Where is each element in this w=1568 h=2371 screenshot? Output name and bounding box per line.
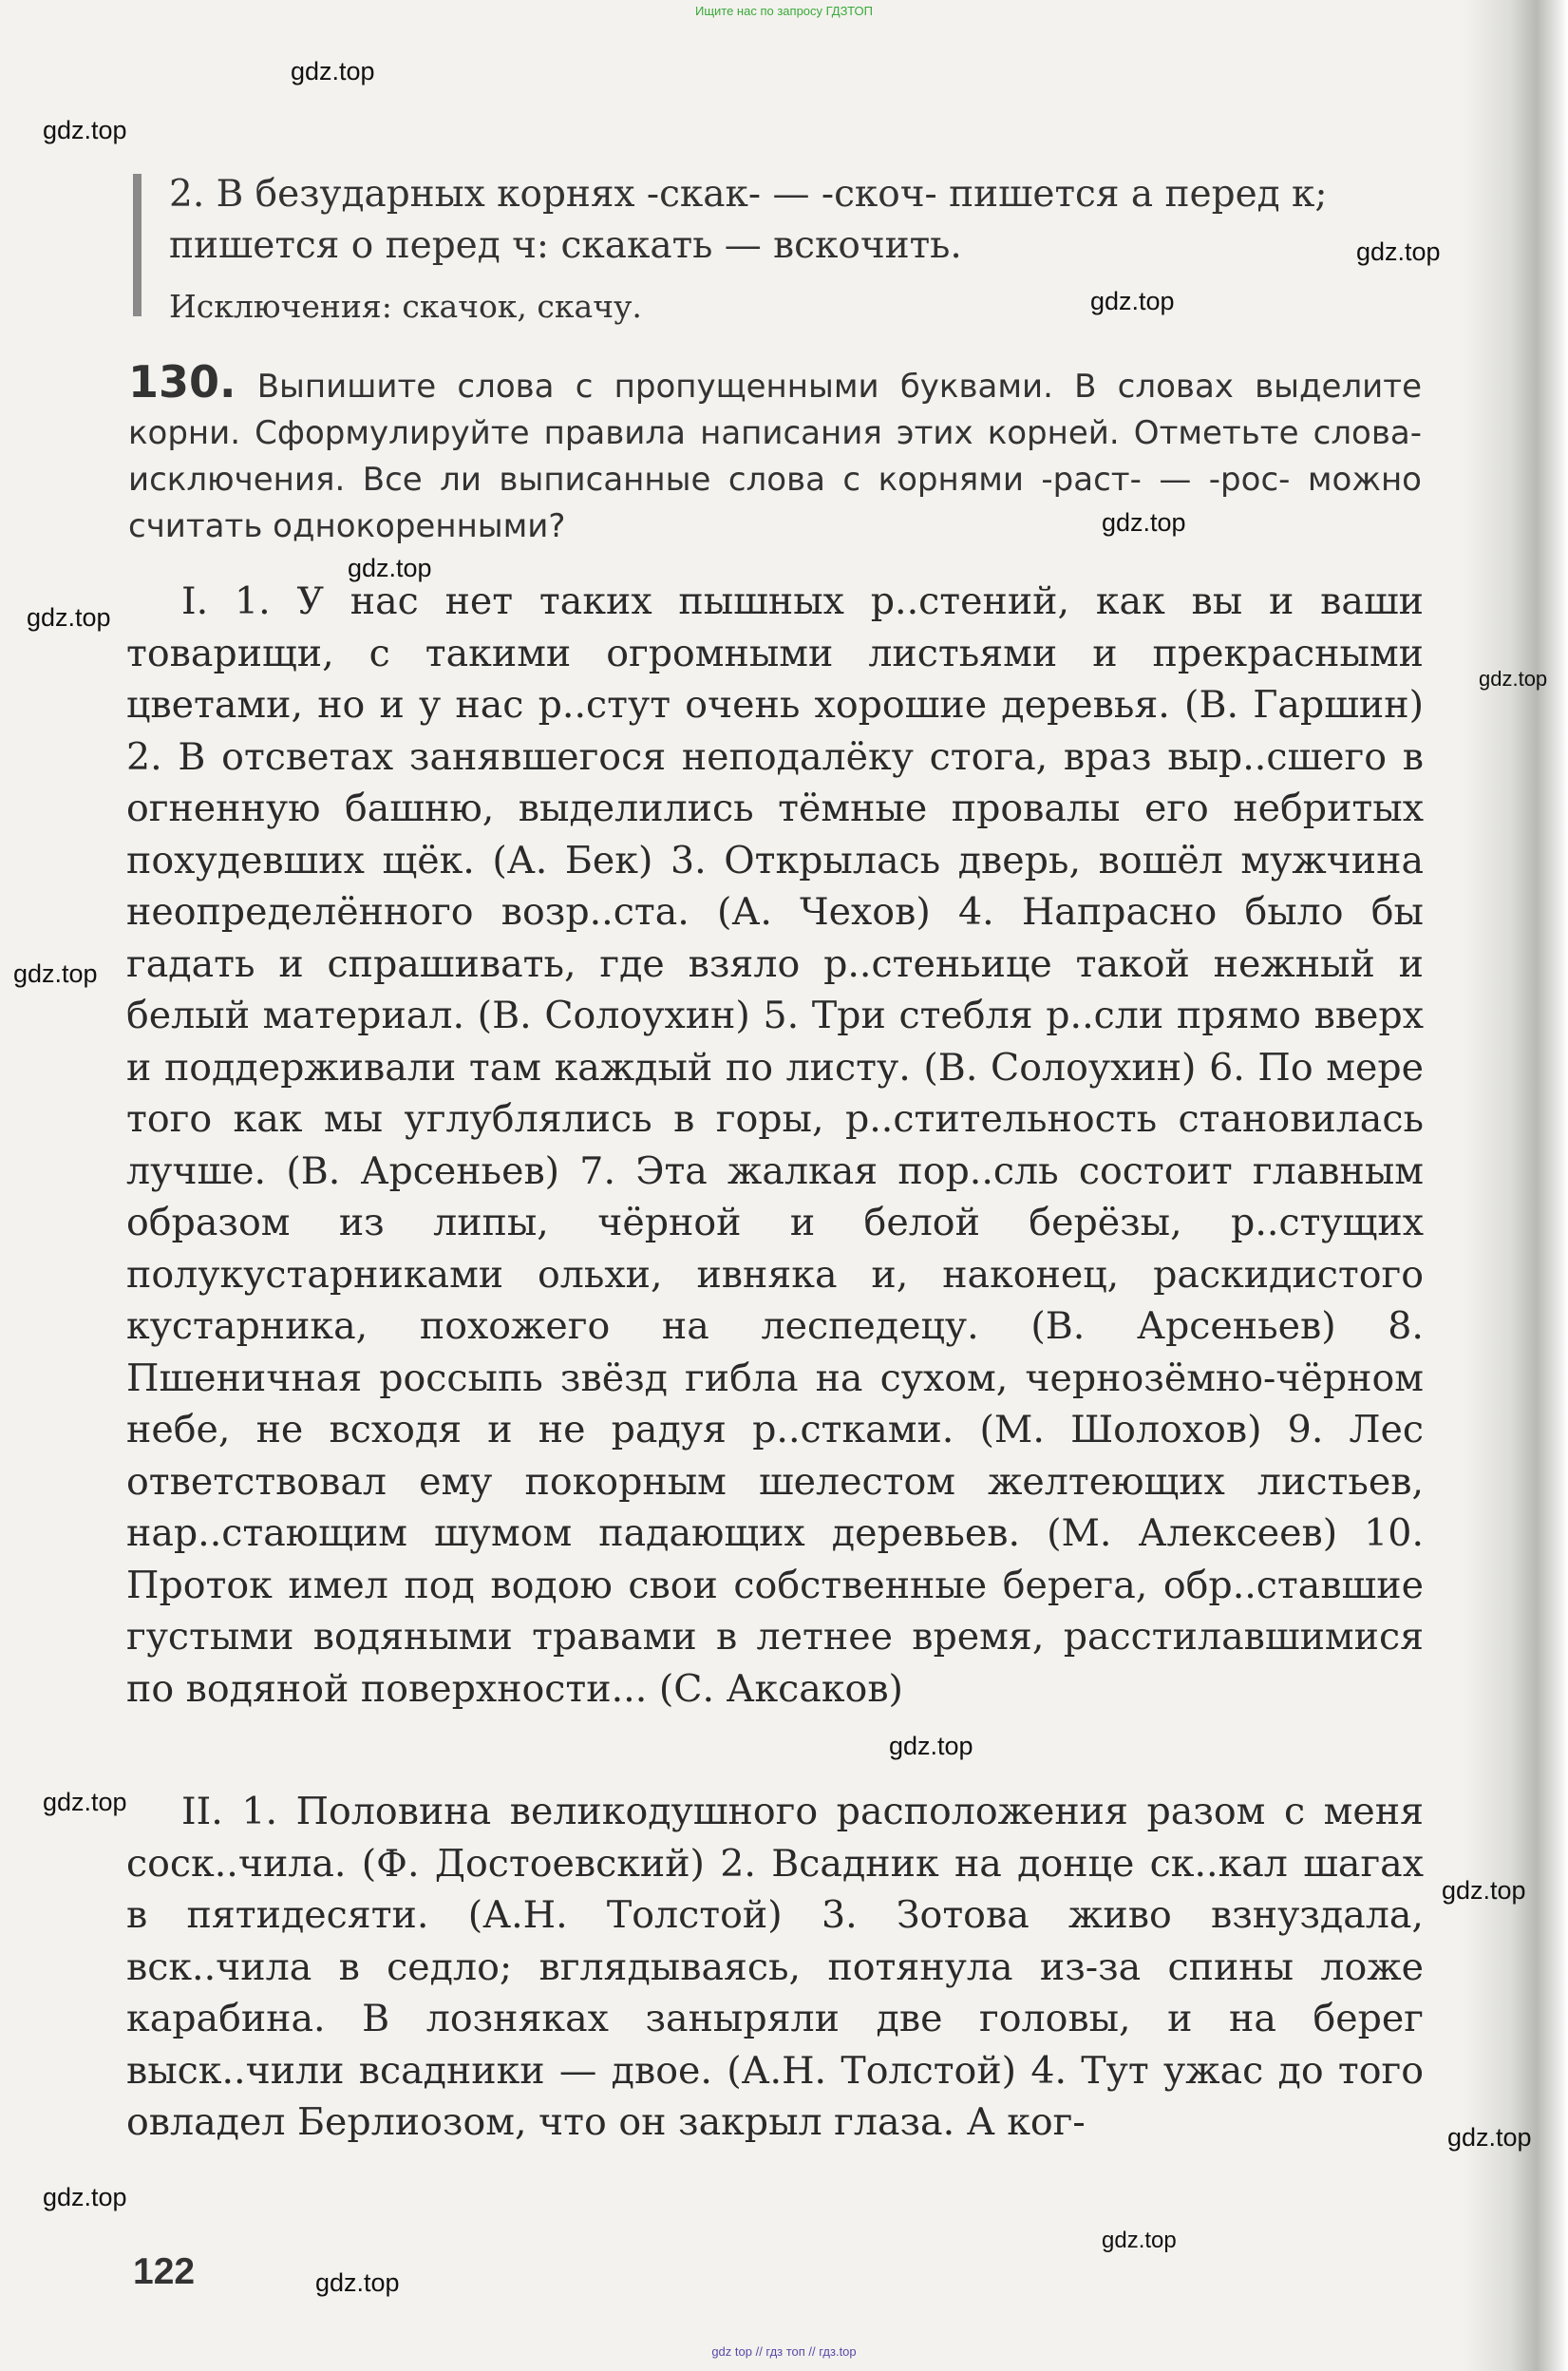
watermark: gdz.top xyxy=(315,2268,400,2297)
page-number: 122 xyxy=(133,2251,196,2292)
watermark: gdz.top xyxy=(1447,2123,1532,2152)
watermark: gdz.top xyxy=(1102,2228,1177,2253)
watermark: gdz.top xyxy=(1356,237,1441,266)
rule-marker-bar xyxy=(133,174,142,316)
spelling-rule xyxy=(169,169,1423,332)
rule-text: 2. В безударных корнях -скак- — -скоч- пишется а перед к; пишется о перед ч: скакать — вскочить. xyxy=(169,173,1328,267)
exercise-section-2 xyxy=(126,1786,1424,2149)
watermark: gdz.top xyxy=(43,2183,127,2211)
watermark: gdz.top xyxy=(348,554,432,582)
watermark: gdz.top xyxy=(291,57,375,85)
rule-exceptions: Исключения: скачок, скачу. xyxy=(169,288,642,325)
watermark: gdz.top xyxy=(1090,287,1175,315)
section-2-text: II. 1. Половина великодушного расположения разом с меня соск..чила. (Ф. Достоевский) 2. Всадник на донце ск..кал шагах в пятидесяти. (А.Н. Толстой) 3. Зотова живо взнуздала, вск..чила в седло; вглядываясь, потянула из-за спины ложе карабина. В лозняках заныряли две головы, и на берег выск..чили всадники — двое. (А.Н. Толстой) 4. Тут ужас до того овладел Берлиозом, что он закрыл глаза. А ког- xyxy=(126,1790,1424,2144)
watermark: gdz.top xyxy=(13,959,98,988)
top-note: Ищите нас по запросу ГДЗТОП xyxy=(694,4,873,18)
watermark: gdz.top xyxy=(1442,1876,1526,1905)
exercise-instruction: Выпишите слова с пропущенными буквами. В словах выделите корни. Сформулируйте правила написания этих корней. Отметьте слова-исключения. Все ли выписанные слова с корнями -раст- — -рос- можно считать однокоренными? xyxy=(128,368,1422,545)
bottom-note: gdz top // гдз топ // гдз.top xyxy=(711,2344,857,2359)
exercise-section-1 xyxy=(126,576,1424,1715)
watermark: gdz.top xyxy=(1479,667,1548,691)
watermark: gdz.top xyxy=(43,116,127,144)
section-1-text: I. 1. У нас нет таких пышных р..стений, как вы и ваши товарищи, с такими огромными листьями и прекрасными цветами, но и у нас р..стут очень хорошие деревья. (В. Гаршин) 2. В отсветах занявшегося неподалёку стога, враз выр..сшего в огненную башню, выделились тёмные провалы его небритых похудевших щёк. (А. Бек) 3. Открылась дверь, вошёл мужчина неопределённого возр..ста. (А. Чехов) 4. Напрасно было бы гадать и спрашивать, где взяло р..стеньице такой нежный и белый материал. (В. Солоухин) 5. Три стебля р..сли прямо вверх и поддерживали там каждый по листу. (В. Солоухин) 6. По мере того как мы углублялись в горы, р..стительность становилась лучше. (В. Арсеньев) 7. Эта жалкая пор..сль состоит главным образом из липы, чёрной и белой берёзы, р..стущих полукустарниками ольхи, ивняка и, наконец, раскидистого кустарника, похожего на леспедецу. (В. Арсеньев) 8. Пшеничная россыпь звёзд гибла на сухом, чернозёмно-чёрном небе, не всходя и не радуя р..стками. (М. Шолохов) 9. Лес ответствовал ему покорным шелестом желтеющих листьев, нар..стающим шумом падающих деревьев. (М. Алексеев) 10. Проток имел под водою свои собственные берега, обр..ставшие густыми водяными травами в летнее время, расстилавшимися по водяной поверхности... (С. Аксаков) xyxy=(126,579,1424,1711)
watermark: gdz.top xyxy=(27,603,111,632)
exercise-number: 130. xyxy=(128,356,236,408)
page-edge-shadow xyxy=(1464,0,1568,2371)
exercise-instruction-block xyxy=(128,356,1422,550)
watermark: gdz.top xyxy=(1102,508,1186,537)
watermark: gdz.top xyxy=(43,1788,127,1816)
watermark: gdz.top xyxy=(889,1732,973,1760)
